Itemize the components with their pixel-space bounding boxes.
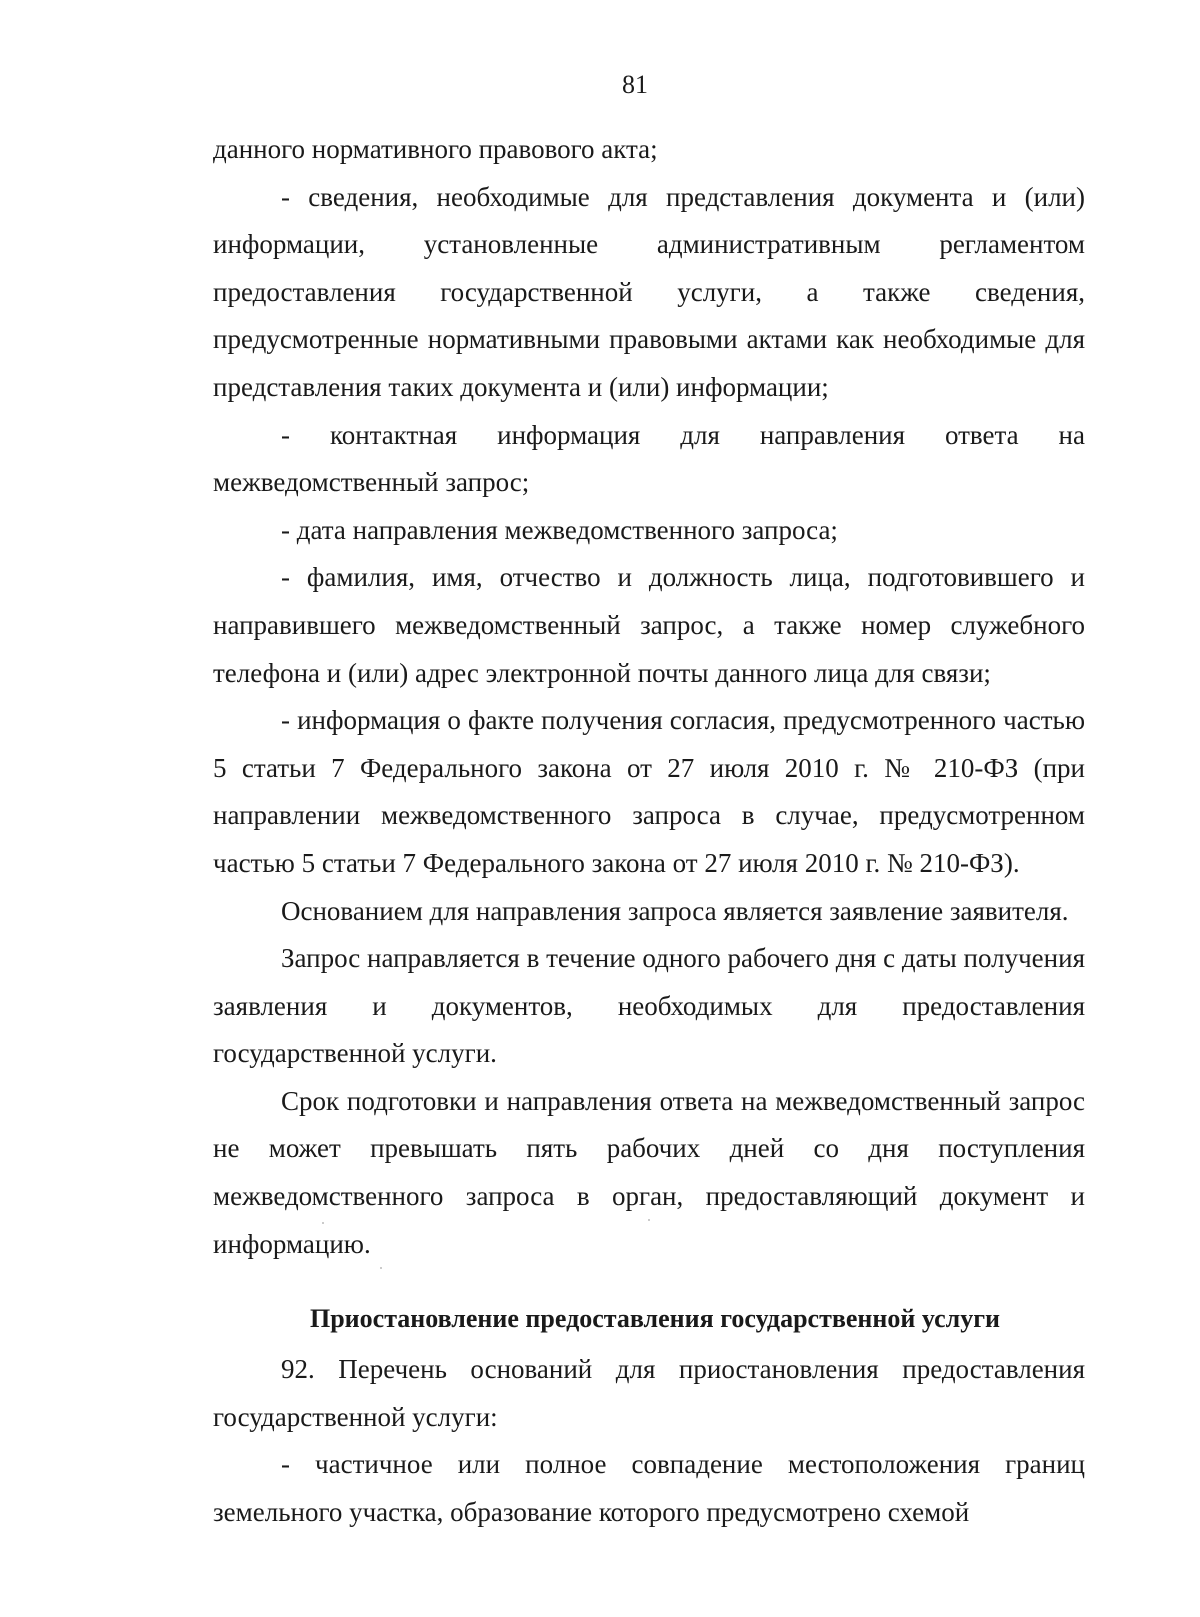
paragraph: - сведения, необходимые для представления документа и (или) информации, установленные административным регламентом предоставления государственной услуги, а также сведения, предусмотренные нормативными правовыми актами как необходимые для представления таких документа и (или) информации;: [213, 181, 1085, 402]
page-number: 81: [622, 70, 648, 99]
paragraph: - контактная информация для направления ответа на межведомственный запрос;: [213, 419, 1085, 498]
paragraph: Срок подготовки и направления ответа на межведомственный запрос не может превышать пять рабочих дней со дня поступления межведомственного запроса в орган, предоставляющий документ и информацию.: [213, 1085, 1085, 1259]
section-heading: Приостановление предоставления государственной услуги: [309, 1304, 1000, 1333]
paragraph: - частичное или полное совпадение местоположения границ земельного участка, образование которого предусмотрено схемой: [213, 1449, 1085, 1527]
paragraph: Основанием для направления запроса является заявление заявителя.: [281, 895, 1069, 926]
document-body: [213, 126, 1085, 1268]
paragraph: - дата направления межведомственного запроса;: [281, 514, 838, 545]
scan-speck: [322, 1222, 324, 1224]
paragraph: 92. Перечень оснований для приостановления предоставления государственной услуги:: [213, 1354, 1085, 1432]
paragraph: - фамилия, имя, отчество и должность лица, подготовившего и направившего межведомственный запрос, а также номер служебного телефона и (или) адрес электронной почты данного лица для связи;: [213, 562, 1085, 688]
paragraph: Запрос направляется в течение одного рабочего дня с даты получения заявления и документов, необходимых для предоставления государственной услуги.: [213, 943, 1085, 1069]
paragraph: - информация о факте получения согласия, предусмотренного частью 5 статьи 7 Федерального закона от 27 июля 2010 г. № 210-ФЗ (при направлении межведомственного запроса в случае, предусмотренном частью 5 статьи 7 Федерального закона от 27 июля 2010 г. № 210-ФЗ).: [213, 705, 1085, 878]
scan-speck: [648, 1219, 650, 1221]
paragraph: данного нормативного правового акта;: [213, 134, 658, 164]
section-body: [213, 1346, 1085, 1536]
scan-speck: [380, 1267, 382, 1269]
